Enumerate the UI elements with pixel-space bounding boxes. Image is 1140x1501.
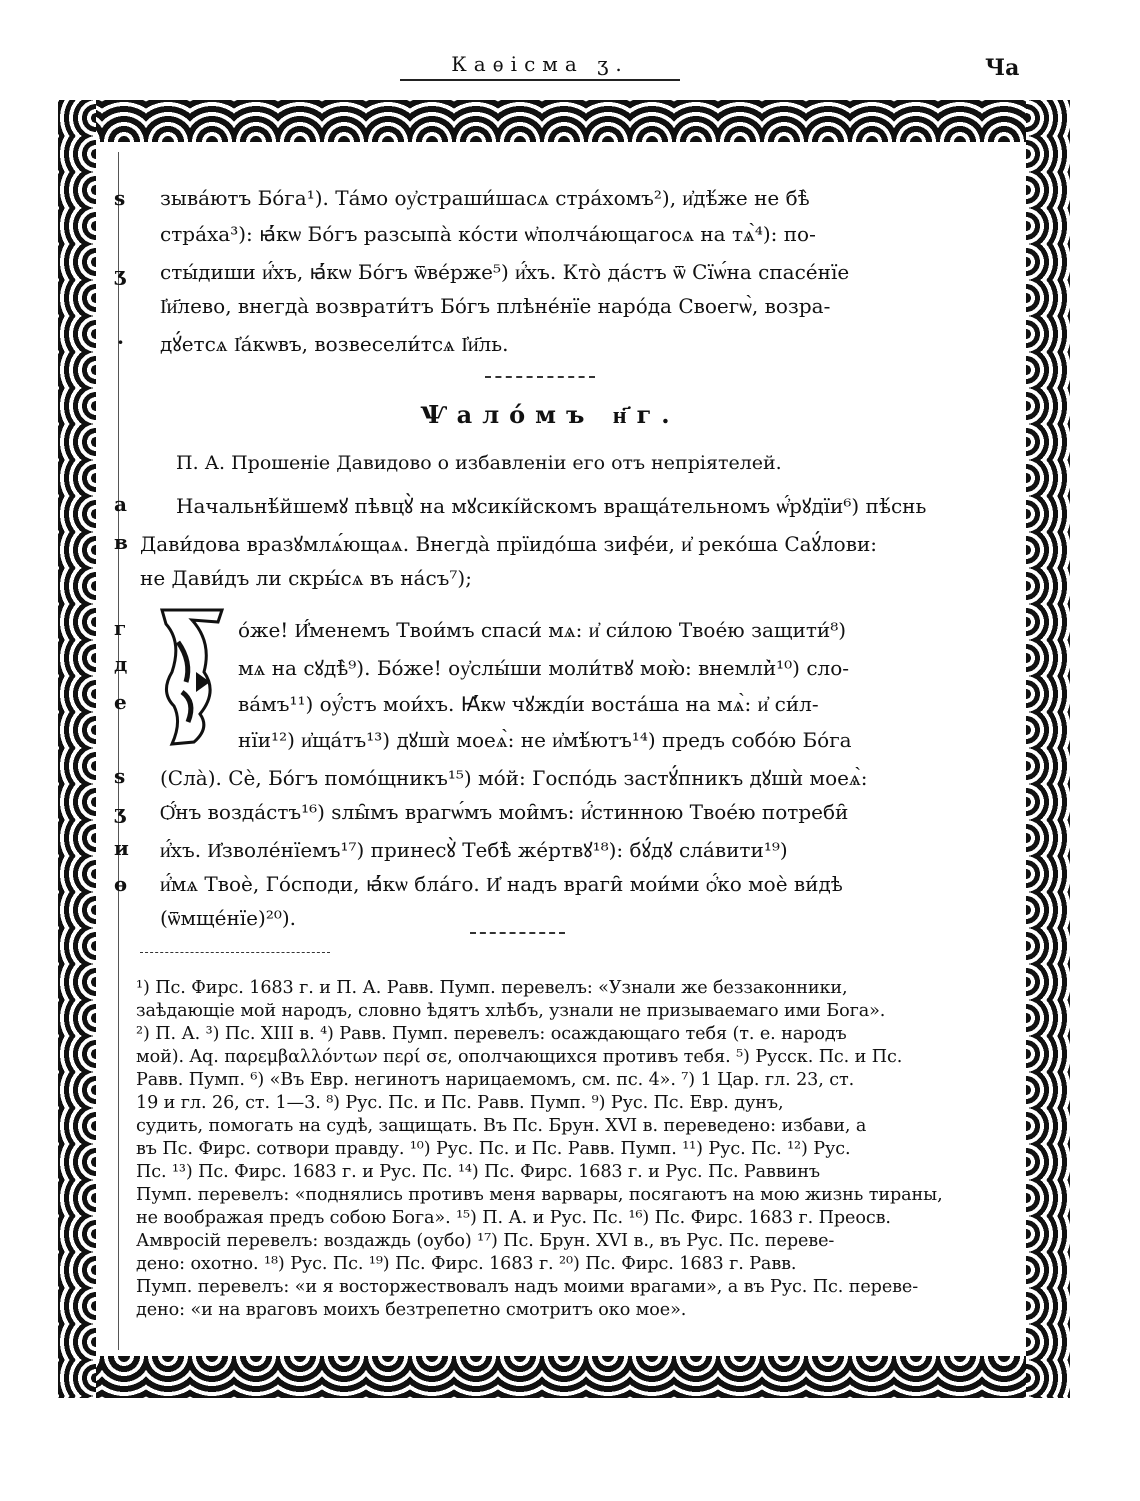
frame-left-border [58, 100, 96, 1398]
footnote-line: дено: «и на враговъ моихъ безтрепетно смотритъ око мое». [136, 1300, 687, 1320]
footnote-line: мой). Aq. παρεμβαλλόντων περί σε, ополчающихся противъ тебя. ⁵) Русск. Пс. и Пс. [136, 1047, 903, 1067]
verse-number: ѕ [114, 186, 126, 210]
psalm-line: ва́мъ¹¹) оу҆́стъ мои́хъ. Ꙗ҆́кѡ чꙋжді́и воста́ша на мѧ̀: и҆ си́л- [238, 692, 819, 716]
verse-number: · [117, 330, 124, 354]
prev-psalm-line: сты́диши и҆́хъ, ꙗ҆́кѡ Бо́гъ ѿве́рже⁵) и҆́хъ. Кто̀ да́стъ ѿ Сїѡ́на спасе́нїе [160, 260, 850, 284]
footnote-line: Пс. ¹³) Пс. Фирс. 1683 г. и Рус. Пс. ¹⁴) Пс. Фирс. 1683 г. и Рус. Пс. Раввинъ [136, 1162, 821, 1182]
footnote-line: Пумп. перевелъ: «поднялись противъ меня варвары, посягаютъ на мою жизнь тираны, [136, 1185, 943, 1205]
verse-number: ѕ [114, 764, 126, 788]
psalm-line: (Сла̀). Сѐ, Бо́гъ помо́щникъ¹⁵) мо́й: Госпо́дь застꙋ́пникъ дꙋшѝ моеѧ̀: [160, 766, 868, 790]
footnote-line: дено: охотно. ¹⁸) Рус. Пс. ¹⁹) Пс. Фирс. 1683 г. ²⁰) Пс. Фирс. 1683 г. Равв. [136, 1254, 797, 1274]
verse-number: и [114, 836, 129, 860]
verse-number: в [114, 530, 128, 554]
psalm-line: мѧ на сꙋдѣ̀⁹). Бо́же! оу҆слы́ши моли́твꙋ мою̀: внемли̇̀¹⁰) сло- [238, 656, 850, 680]
frame-right-border [1026, 100, 1070, 1398]
superscription-line: не Дави́дъ ли скры́сѧ въ на́съ⁷); [140, 566, 472, 590]
footnote-line: Равв. Пумп. ⁶) «Въ Евр. негинотъ нарицаемомъ, см. пс. 4». ⁷) 1 Цар. гл. 23, ст. [136, 1070, 855, 1090]
footnote-line: Амвросій перевелъ: воздаждь (оубо) ¹⁷) Пс. Брун. XVI в., въ Рус. Пс. переве- [136, 1231, 835, 1251]
verse-number: д [114, 652, 128, 676]
prev-psalm-line: стра́ха³): ꙗ҆́кѡ Бо́гъ разсыпа̀ ко́сти ѡ҆полча́ющагосѧ на тѧ̀⁴): по- [160, 222, 816, 246]
frame-bottom-border [58, 1356, 1070, 1398]
footnote-line: ¹) Пс. Фирс. 1683 г. и П. А. Равв. Пумп. перевелъ: «Узнали же беззаконники, [136, 978, 848, 998]
footnote-line: ²) П. А. ³) Пс. XIII в. ⁴) Равв. Пумп. перевелъ: осаждающаго тебя (т. е. народъ [136, 1024, 847, 1044]
footnote-line: заѣдающіе мой народъ, словно ѣдятъ хлѣбъ, узнали не призываемаго ими Бога». [136, 1001, 886, 1021]
section-separator [470, 932, 565, 934]
section-separator [485, 376, 595, 378]
superscription-line: Дави́дова вразꙋмлѧ́ющаѧ. Внегда̀ прїидо́ша зифе́и, и҆ реко́ша Саꙋ́лови: [140, 532, 878, 556]
psalm-line: и҆́мѧ Твоѐ, Го́споди, ꙗ҆́кѡ бла́го. И҆ надъ враги̑ мои́ми ѻ҆́ко моѐ ви́дѣ [160, 872, 843, 896]
footnote-line: судить, помогать на судѣ, защищать. Въ Пс. Брун. XVI в. переведено: избави, а [136, 1116, 867, 1136]
drop-cap-initial [152, 602, 232, 752]
psalm-line: нїи¹²) и҆ща́тъ¹³) дꙋшѝ моеѧ̀: не и҆мѣ́ютъ¹⁴) предъ собо́ю Бо́га [238, 728, 852, 752]
psalm-line: и҆́хъ. И҆зволе́нїемъ¹⁷) принесꙋ̀ Тебѣ̀ же́ртвꙋ¹⁸): бꙋ́дꙋ сла́вити¹⁹) [160, 838, 788, 862]
verse-number: е [114, 690, 127, 714]
footnote-line: 19 и гл. 26, ст. 1—3. ⁸) Рус. Пс. и Пс. Равв. Пумп. ⁹) Рус. Пс. Евр. дунъ, [136, 1093, 784, 1113]
initial-letter: Б [192, 622, 193, 623]
footnote-line: не воображая предъ собою Бога». ¹⁵) П. А. и Рус. Пс. ¹⁶) Пс. Фирс. 1683 г. Преосв. [136, 1208, 891, 1228]
verse-number: г [114, 616, 127, 640]
prev-psalm-line: зыва́ютъ Бо́га¹). Та́мо оу҆страши́шасѧ стра́хомъ²), и҆дѣ́же не бѣ̀ [160, 186, 810, 210]
verse-number: ѳ [114, 872, 128, 896]
psalm-subtitle: П. А. Прошеніе Давидово о избавленіи его отъ непріятелей. [176, 452, 782, 474]
superscription-line: Начальнѣ́йшемꙋ пѣвцꙋ̀ на мꙋсикі́йскомъ враща́тельномъ ѡ҆́рꙋдїи⁶) пѣ́снь [176, 494, 927, 518]
prev-psalm-line: дꙋ́етсѧ І҆а́кѡвъ, возвесели́тсѧ І҆и҃ль. [160, 332, 509, 356]
verse-number: ӡ [114, 800, 126, 824]
psalm-title: Ѱало́мъ н҃г. [420, 400, 680, 429]
title-underline [400, 79, 680, 81]
psalm-line: о́же! И҆́менемъ Твои́мъ спаси́ мѧ: и҆ си́лою Твое́ю защити́⁸) [238, 618, 847, 642]
footnote-line: въ Пс. Фирс. сотвори правду. ¹⁰) Рус. Пс. и Пс. Равв. Пумп. ¹¹) Рус. Пс. ¹²) Рус. [136, 1139, 851, 1159]
footnote-line: Пумп. перевелъ: «и я восторжествовалъ надъ моими врагами», а въ Рус. Пс. переве- [136, 1277, 919, 1297]
prev-psalm-line: І҆и҃лево, внегда̀ возврати́тъ Бо́гъ плѣне́нїе наро́да Своегѡ̀, возра- [160, 294, 831, 318]
running-title: Каѳісма ӡ. [451, 52, 629, 76]
psalm-line: Ѻ҆́нъ возда́стъ¹⁶) ѕлы̑мъ врагѡ́мъ мои̑мъ: и҆́стинною Твое́ю потреби̑ [160, 800, 849, 824]
psalm-line: (ѿмще́нїе)²⁰). [160, 906, 297, 930]
page-number: Ча [985, 55, 1020, 81]
verse-number: ӡ [114, 262, 126, 286]
footnote-separator [140, 952, 330, 953]
verse-number: а [114, 492, 127, 516]
frame-top-border [58, 100, 1070, 142]
